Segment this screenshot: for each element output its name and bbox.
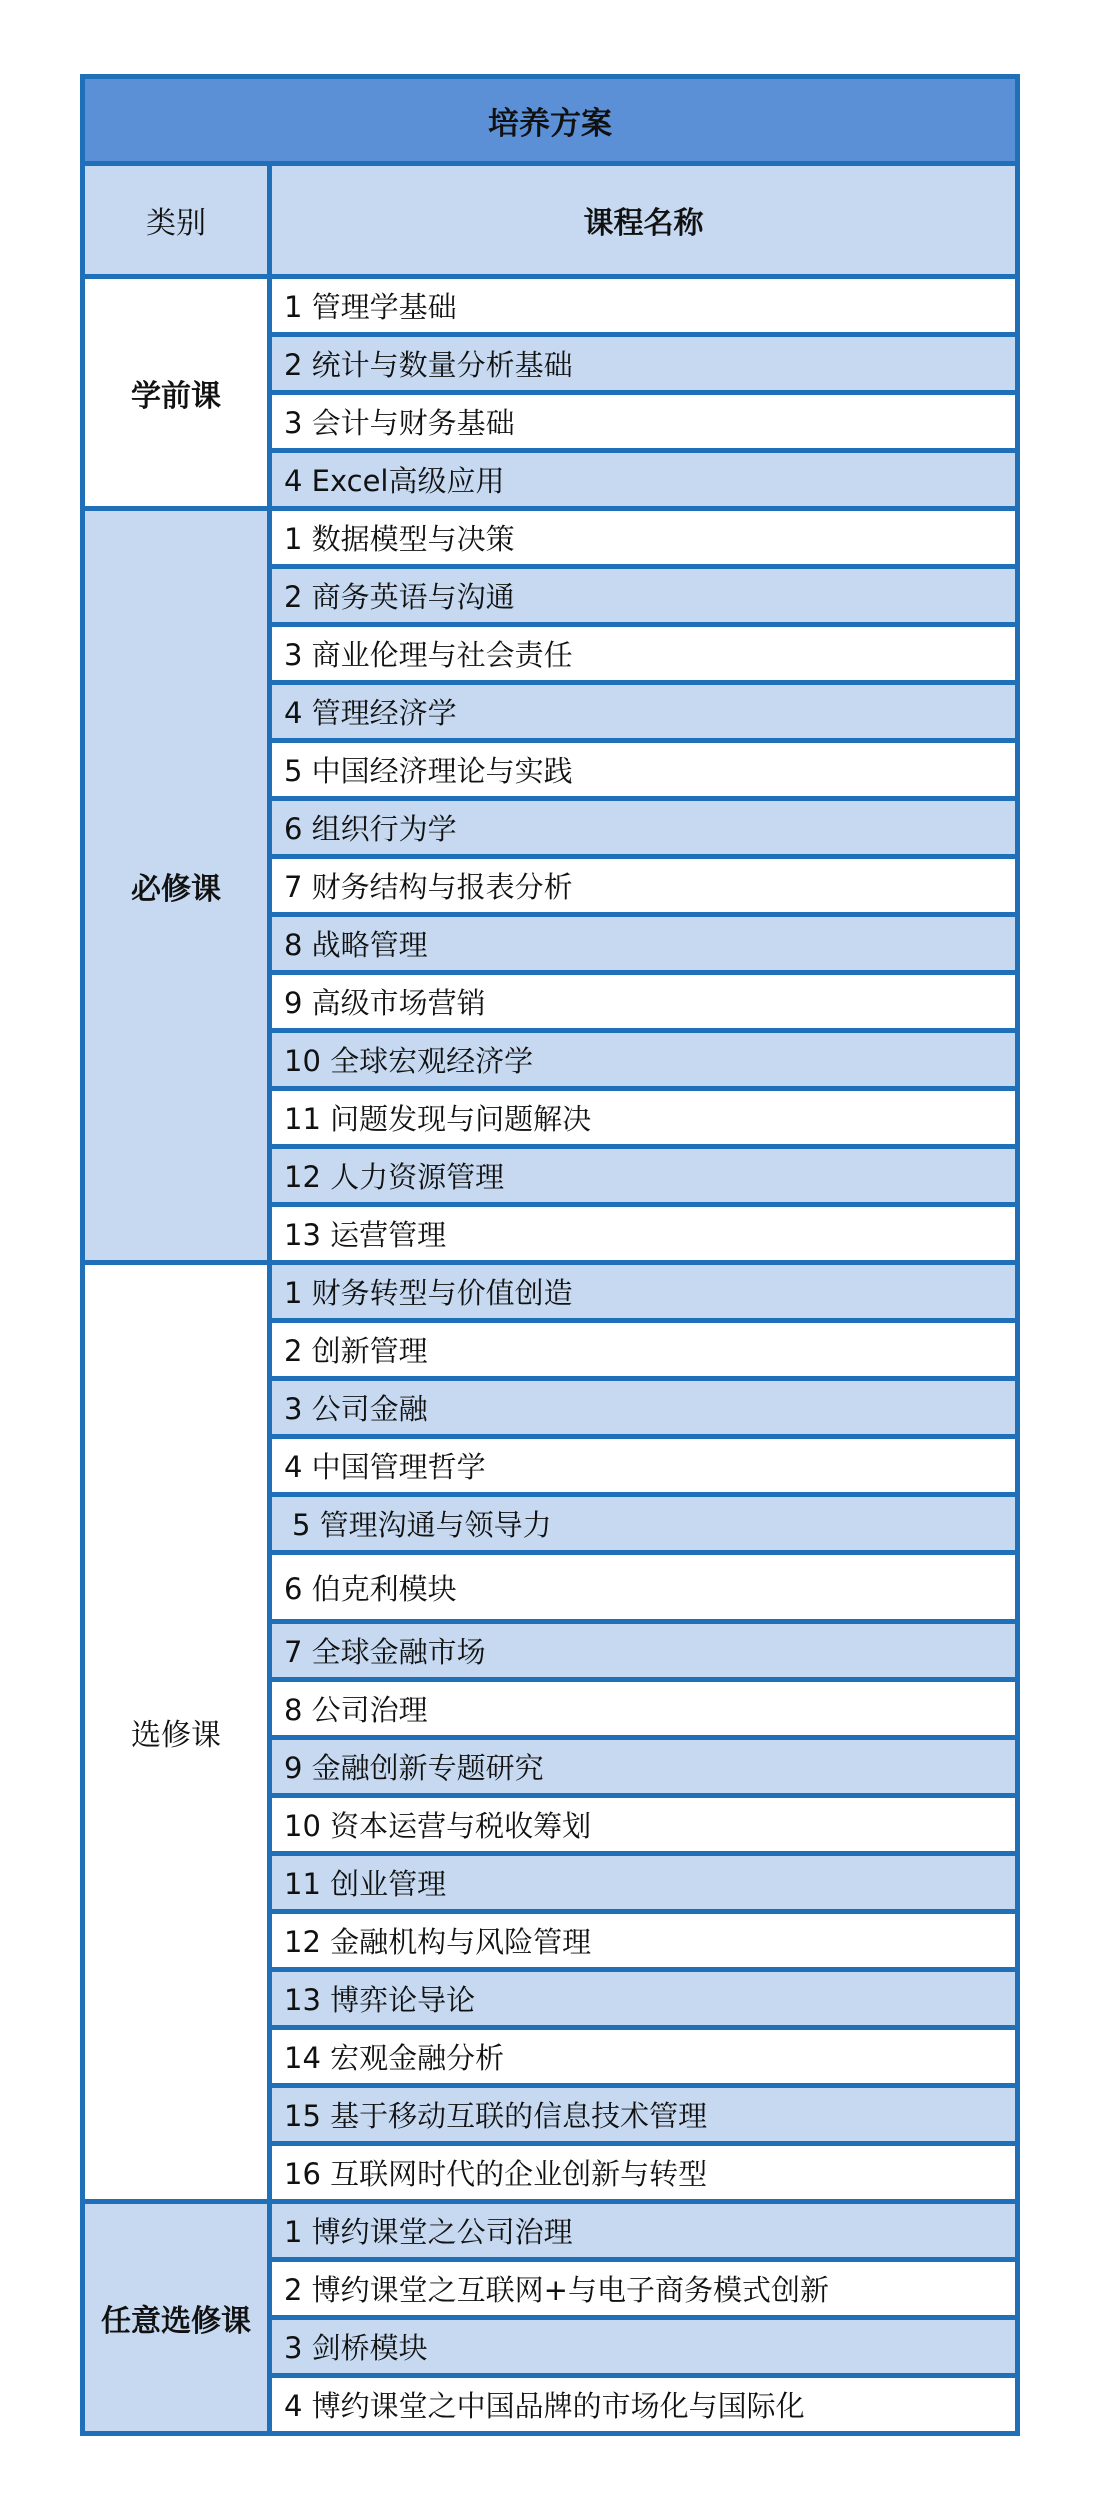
course-row: 15 基于移动互联的信息技术管理 [272,2088,1015,2141]
course-row: 13 运营管理 [272,1207,1015,1260]
course-row: 6 组织行为学 [272,801,1015,854]
group-pre-courses [85,279,1015,506]
course-row: 5 中国经济理论与实践 [272,743,1015,796]
group-label: 选修课 [85,1265,267,2199]
course-row: 12 金融机构与风险管理 [272,1914,1015,1967]
group-label: 必修课 [85,511,267,1260]
course-row: 9 金融创新专题研究 [272,1740,1015,1793]
course-row: 11 问题发现与问题解决 [272,1091,1015,1144]
course-row: 2 博约课堂之互联网+与电子商务模式创新 [272,2262,1015,2315]
course-row: 3 商业伦理与社会责任 [272,627,1015,680]
course-row: 4 管理经济学 [272,685,1015,738]
course-row: 7 财务结构与报表分析 [272,859,1015,912]
course-row: 6 伯克利模块 [272,1555,1015,1619]
course-row: 4 博约课堂之中国品牌的市场化与国际化 [272,2378,1015,2431]
course-row: 1 管理学基础 [272,279,1015,332]
course-row: 10 资本运营与税收筹划 [272,1798,1015,1851]
course-row: 13 博弈论导论 [272,1972,1015,2025]
course-row: 14 宏观金融分析 [272,2030,1015,2083]
course-row: 2 商务英语与沟通 [272,569,1015,622]
course-row: 5 管理沟通与领导力 [272,1497,1015,1550]
course-row: 2 统计与数量分析基础 [272,337,1015,390]
course-row: 7 全球金融市场 [272,1624,1015,1677]
course-row: 3 剑桥模块 [272,2320,1015,2373]
course-row: 9 高级市场营销 [272,975,1015,1028]
group-label: 任意选修课 [85,2204,267,2431]
course-row: 8 战略管理 [272,917,1015,970]
group-label: 学前课 [85,279,267,506]
course-row: 1 财务转型与价值创造 [272,1265,1015,1318]
course-row: 16 互联网时代的企业创新与转型 [272,2146,1015,2199]
group-elective-courses [85,1265,1015,2199]
course-row: 3 会计与财务基础 [272,395,1015,448]
group-required-courses [85,511,1015,1260]
course-row: 4 Excel高级应用 [272,453,1015,506]
table-header [85,166,1015,274]
header-course-name: 课程名称 [272,166,1015,274]
training-plan-table [80,74,1020,2436]
course-row: 11 创业管理 [272,1856,1015,1909]
course-row: 12 人力资源管理 [272,1149,1015,1202]
course-row: 8 公司治理 [272,1682,1015,1735]
course-row: 1 博约课堂之公司治理 [272,2204,1015,2257]
table-title: 培养方案 [85,79,1015,161]
header-category: 类别 [85,166,267,274]
group-optional-electives [85,2204,1015,2431]
course-row: 2 创新管理 [272,1323,1015,1376]
course-row: 10 全球宏观经济学 [272,1033,1015,1086]
course-row: 4 中国管理哲学 [272,1439,1015,1492]
course-row: 3 公司金融 [272,1381,1015,1434]
course-row: 1 数据模型与决策 [272,511,1015,564]
